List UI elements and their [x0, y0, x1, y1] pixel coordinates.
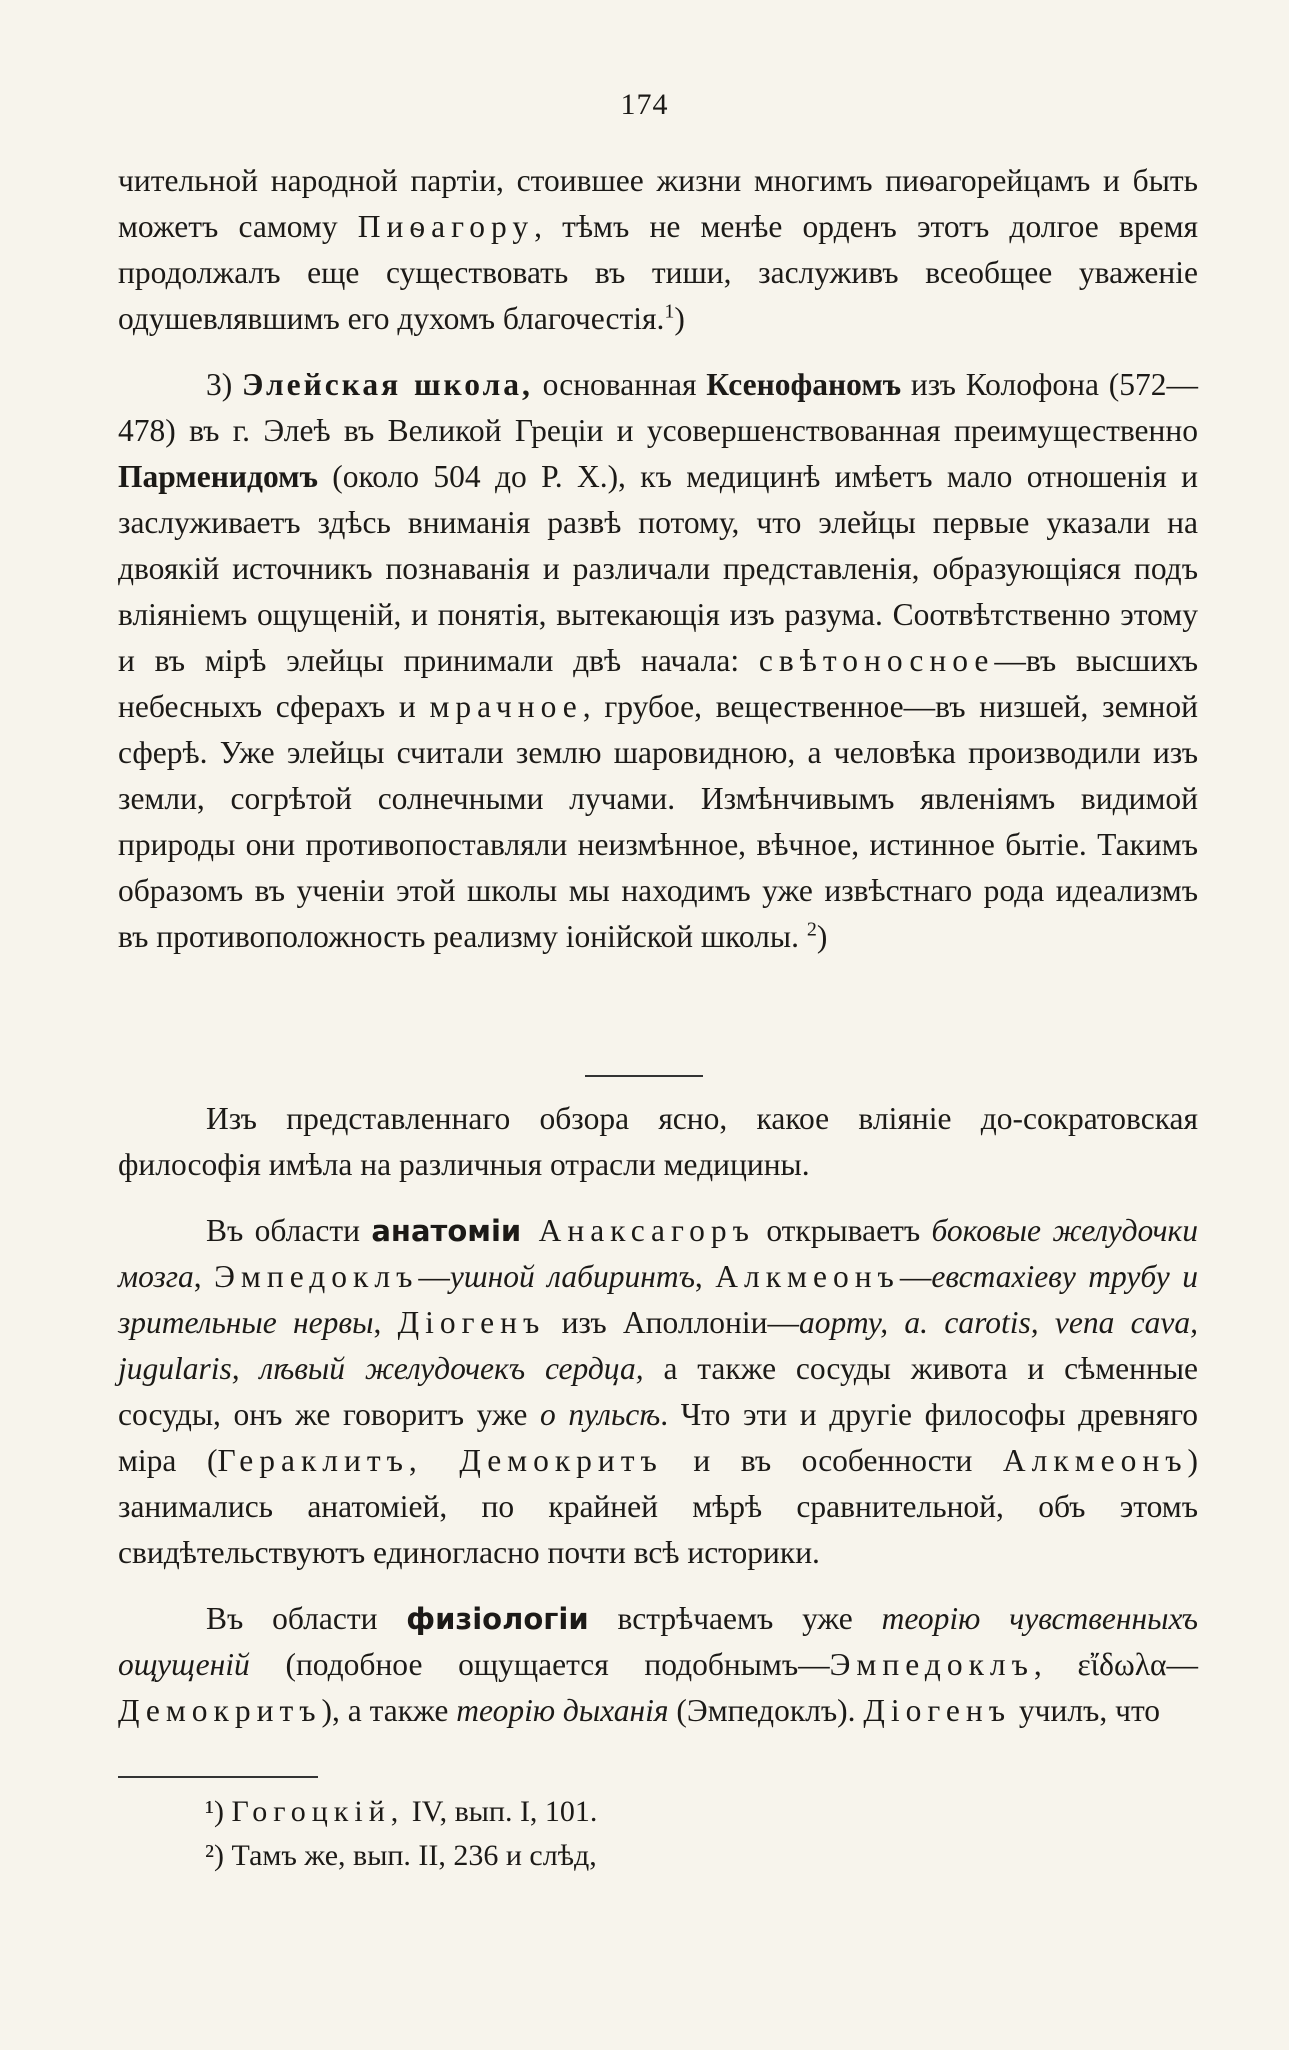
- footnote-ref: 2: [806, 918, 817, 941]
- footnote-2: ²) Тамъ же, вып. II, 236 и слѣд,: [205, 1839, 597, 1872]
- paragraph-2: 3) Элейская школа, основанная Ксенофаномъ изъ Колофона (572—478) въ г. Элеѣ въ Великой Греціи и усовершенствованная преимущественно Парменидомъ (около 504 до Р. Х.), къ медицинѣ имѣетъ мало отношенія и заслуживаетъ здѣсь вниманія развѣ потому, что элейцы первые указали на двоякій источникъ познаванія и различали представленія, образующіяся подъ вліяніемъ ощущеній, и понятія, вытекающія изъ разума. Соотвѣтственно этому и въ мірѣ элейцы принимали двѣ начала: свѣтоносное—въ высшихъ небесныхъ сферахъ и мрачное, грубое, вещественное—въ низшей, земной сферѣ. Уже элейцы считали землю шаровидною, а человѣка производили изъ земли, согрѣтой солнечными лучами. Измѣнчивымъ явленіямъ видимой природы они противопоставляли неизмѣнное, вѣчное, истинное бытіе. Такимъ образомъ въ ученіи этой школы мы находимъ уже извѣстнаго рода идеализмъ въ противоположность реализму іонійской школы. $^2$): [118, 367, 1198, 954]
- paragraph-5: Въ области физіологіи встрѣчаемъ уже теорію чувственныхъ ощущеній (подобное ощущается подобнымъ—Эмпедоклъ, εἴδωλα—Демокритъ), а также теорію дыханія (Эмпедоклъ). Діогенъ училъ, что: [118, 1601, 1199, 1728]
- school-heading: Элейская школа,: [242, 367, 533, 402]
- paragraph-3: Изъ представленнаго обзора ясно, какое вліяніе до-сократовская философія имѣла на различныя отрасли медицины.: [118, 1101, 1198, 1182]
- spaced-term: мрачное: [429, 689, 583, 724]
- footnote-rule: [118, 1776, 318, 1778]
- section-divider: [585, 1075, 703, 1077]
- page-number: 174: [620, 88, 669, 121]
- keyword-physiology: физіологіи: [406, 1602, 589, 1636]
- paragraph-4: Въ области анатоміи Анаксагоръ открываетъ боковые желудочки мозга, Эмпедоклъ—ушной лабиринтъ, Алкмеонъ—евстахіеву трубу и зрительные нервы, Діогенъ изъ Аполлоніи—аорту, a. carotis, vena cava, jugularis, лѣвый желудочекъ сердца, а также сосуды живота и сѣменные сосуды, онъ же говоритъ уже о пульсѣ. Что эти и другіе философы древняго міра (Гераклитъ, Демокритъ и въ особенности Алкмеонъ) занимались анатоміей, по крайней мѣрѣ сравнительной, объ этомъ свидѣтельствуютъ единогласно почти всѣ историки.: [118, 1213, 1199, 1570]
- paragraph-1: чительной народной партіи, стоившее жизни многимъ пиѳагорейцамъ и быть можетъ самому Пиѳагору, тѣмъ не менѣе орденъ этотъ долгое время продолжалъ еще существовать въ тиши, заслуживъ всеобщее уваженіе одушевлявшимъ его духомъ благочестія.$^1$): [118, 163, 1198, 336]
- spaced-term: свѣтоносное: [758, 643, 995, 678]
- body-text: [118, 158, 1198, 960]
- footnote-1: ¹) Гогоцкій, IV, вып. I, 101.: [205, 1795, 598, 1828]
- name-xenophanes: Ксенофаномъ: [706, 367, 902, 402]
- body-text-2: [118, 1096, 1198, 1734]
- name-parmenides: Парменидомъ: [118, 459, 318, 494]
- keyword-anatomy: анатоміи: [371, 1214, 522, 1248]
- spaced-name: Пиѳагору: [357, 209, 535, 244]
- footnote-ref: 1: [664, 300, 675, 323]
